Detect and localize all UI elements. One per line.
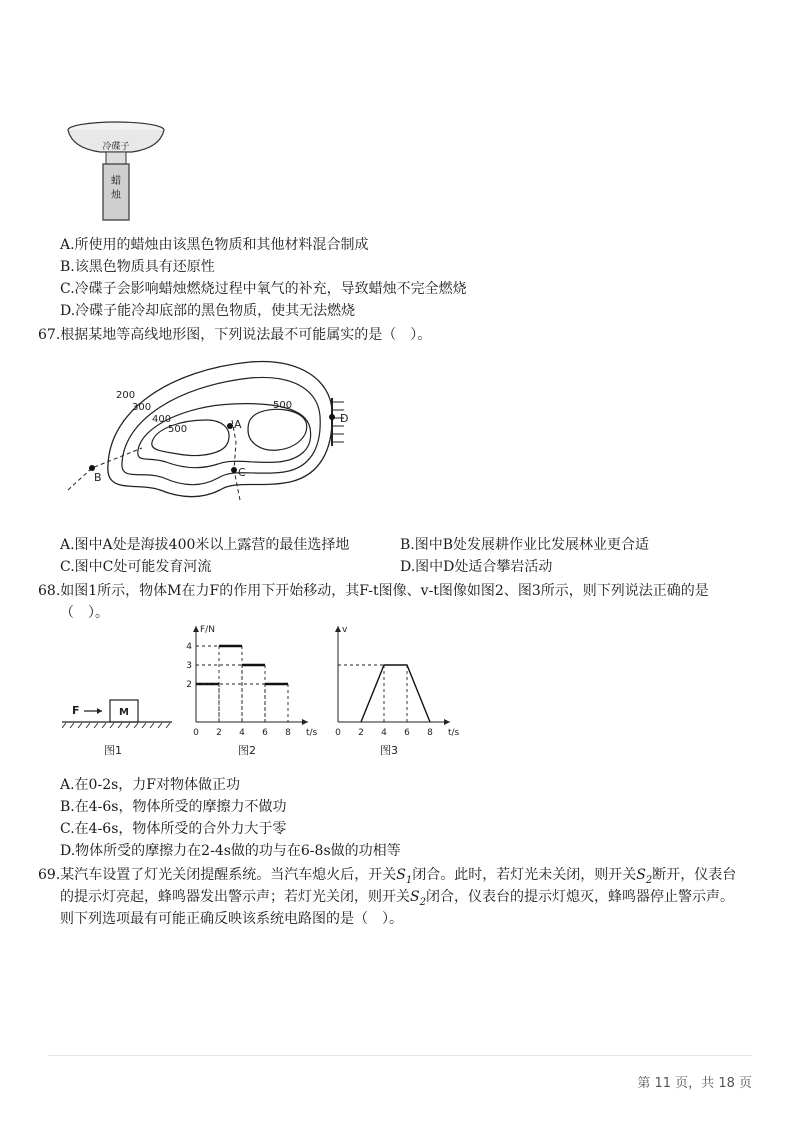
q67-stem: 67.根据某地等高线地形图，下列说法最不可能属实的是（ ）。 <box>38 327 432 343</box>
switch-s2: $S_2$ <box>636 867 653 886</box>
fig2-ytick: 3 <box>186 661 192 671</box>
fig2-ylabel: F/N <box>200 625 215 635</box>
fig3-xtick: 2 <box>358 728 364 738</box>
fig2-xtick: 0 <box>193 728 199 738</box>
fig2-ytick: 2 <box>186 680 192 690</box>
q68-option-a: A.在0-2s，力F对物体做正功 <box>60 777 241 793</box>
fig2-caption: 图2 <box>238 744 256 757</box>
q68-option-b: B.在4-6s，物体所受的摩擦力不做功 <box>60 799 287 815</box>
fig2-xlabel: t/s <box>306 728 318 738</box>
q67-option-a: A.图中A处是海拔400米以上露营的最佳选择地 <box>60 537 350 553</box>
q66-option-c: C.冷碟子会影响蜡烛燃烧过程中氧气的补充，导致蜡烛不完全燃烧 <box>60 281 467 297</box>
q68-stem-line2: （ ）。 <box>60 605 109 621</box>
fig2-ft-graph <box>180 620 320 760</box>
point-label-a: A <box>234 418 242 431</box>
q67-option-c: C.图中C处可能发育河流 <box>60 559 212 575</box>
switch-s2-again: $S_2$ <box>410 889 426 908</box>
fig2-xtick: 4 <box>239 728 245 738</box>
fig2-xtick: 2 <box>216 728 222 738</box>
fig1-caption: 图1 <box>104 744 122 757</box>
fig3-xtick: 4 <box>381 728 387 738</box>
candle-plate-figure <box>60 118 180 228</box>
point-label-d: D <box>340 412 349 425</box>
q69-line1-part-c: 断开，仪表台 <box>652 867 737 883</box>
block-label: M <box>119 707 129 718</box>
contour-label-300: 300 <box>132 402 152 413</box>
q68-option-c: C.在4-6s，物体所受的合外力大于零 <box>60 821 287 837</box>
q67-option-b: B.图中B处发展耕作业比发展林业更合适 <box>400 537 650 553</box>
fig2-xtick: 8 <box>285 728 291 738</box>
page-number: 第 11 页，共 18 页 <box>637 1076 752 1091</box>
q66-option-a: A.所使用的蜡烛由该黑色物质和其他材料混合制成 <box>60 237 369 253</box>
point-label-c: C <box>238 466 246 479</box>
point-label-b: B <box>94 471 102 484</box>
q68-stem-line1: 68.如图1所示，物体M在力F的作用下开始移动，其F-t图像、v-t图像如图2、图3所示，则下列说法正确的是 <box>38 583 709 599</box>
fig2-xtick: 6 <box>262 728 268 738</box>
q69-line2-part-a: 的提示灯亮起，蜂鸣器发出警示声；若灯光关闭，则开关 <box>60 889 410 905</box>
q68-option-d: D.物体所受的摩擦力在2-4s做的功与在6-8s做的功相等 <box>60 843 401 859</box>
q69-line2-part-b: 闭合，仪表台的提示灯熄灭，蜂鸣器停止警示声。 <box>425 889 734 905</box>
fig3-xtick: 0 <box>335 728 341 738</box>
fig1-block-force <box>62 690 182 760</box>
contour-label-500-left: 500 <box>168 424 188 435</box>
q66-option-d: D.冷碟子能冷却底部的黑色物质，使其无法燃烧 <box>60 303 356 319</box>
contour-map <box>60 350 360 525</box>
candle-label-2: 烛 <box>111 190 121 201</box>
fig3-xtick: 6 <box>404 728 410 738</box>
fig3-xlabel: t/s <box>448 728 460 738</box>
footer-divider <box>48 1055 752 1056</box>
force-label: F <box>72 704 80 717</box>
q69-line1-part-b: 闭合。此时，若灯光未关闭，则开关 <box>412 867 637 883</box>
contour-label-400: 400 <box>152 414 172 425</box>
q69-line1 <box>38 866 736 890</box>
q69-line2 <box>60 888 734 912</box>
fig3-xtick: 8 <box>427 728 433 738</box>
plate-label: 冷碟子 <box>102 142 130 152</box>
contour-label-200: 200 <box>116 390 136 401</box>
q69-line1-part-a: 69.某汽车设置了灯光关闭提醒系统。当汽车熄火后，开关 <box>38 867 397 883</box>
switch-s1: $S_1$ <box>396 867 413 886</box>
fig3-caption: 图3 <box>380 744 398 757</box>
fig2-ytick: 4 <box>186 642 192 652</box>
fig3-vt-graph <box>322 620 462 760</box>
q67-option-d: D.图中D处适合攀岩活动 <box>400 559 553 575</box>
q66-option-b: B.该黑色物质具有还原性 <box>60 259 215 275</box>
fig3-ylabel: v <box>342 625 348 635</box>
fig3-v-line <box>361 665 430 722</box>
candle-label-1: 蜡 <box>111 176 121 187</box>
contour-label-500-right: 500 <box>273 400 293 411</box>
q69-line3: 则下列选项最有可能正确反映该系统电路图的是（ ）。 <box>60 911 403 927</box>
